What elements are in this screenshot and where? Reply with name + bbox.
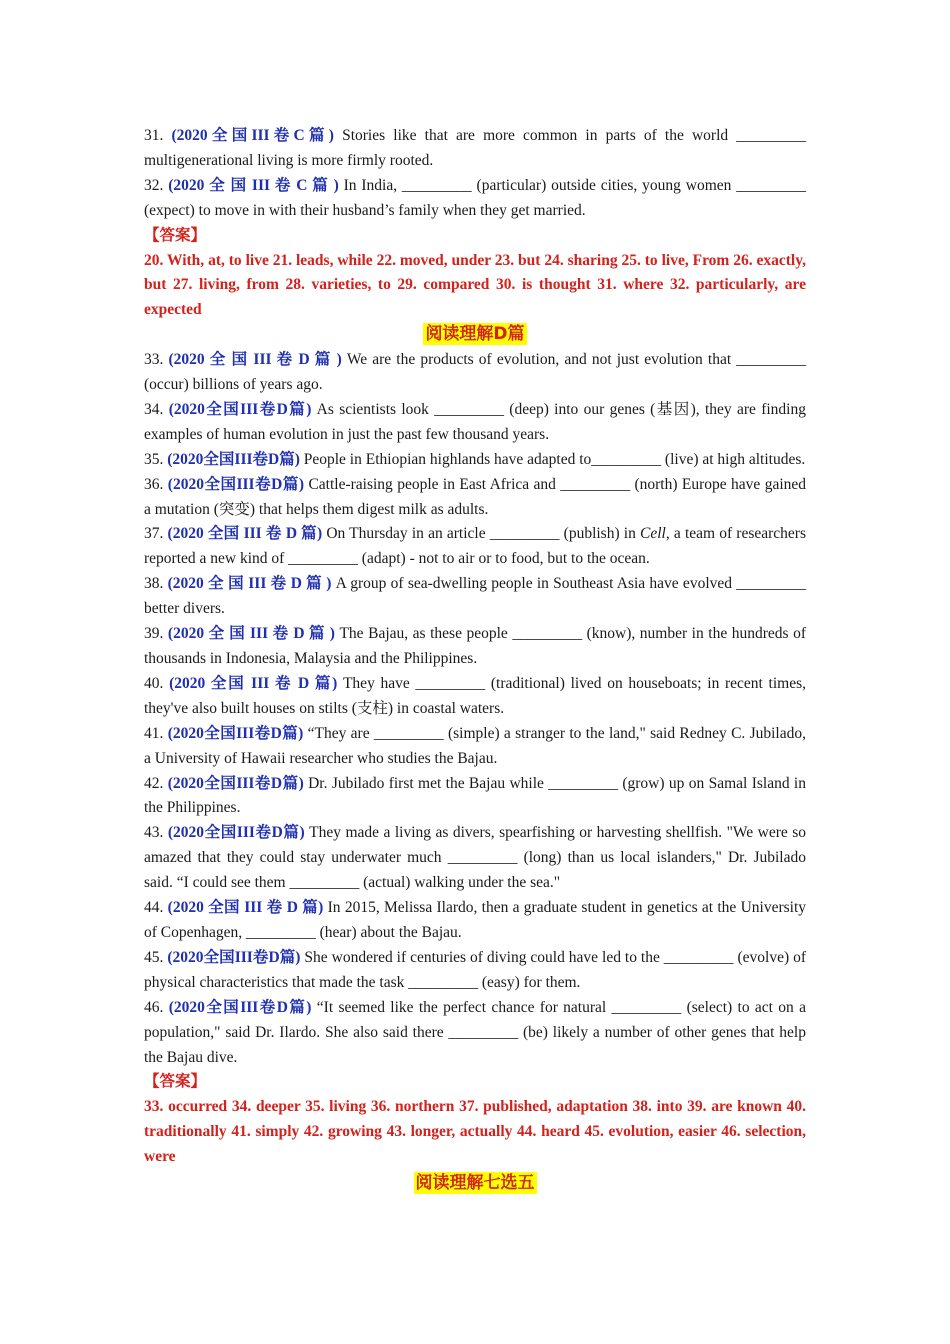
question-text: “It seemed like the perfect chance for natural _________ (select) to act on a population," said Dr. Ilardo. She also said there _________ (be) likely a number of other genes that help the Bajau dive. [144, 998, 807, 1066]
question-text: “They are _________ (simple) a stranger to the land," said Redney C. Jubilado, a University of Hawaii researcher who studies the Bajau. [144, 724, 806, 767]
question-37 [144, 522, 806, 572]
answer-key-d: 33. occurred 34. deeper 35. living 36. northern 37. published, adaptation 38. into 39. are known 40. traditionally 41. simply 42. growing 43. longer, actually 44. heard 45. evolution, easier 46. selection, were [144, 1098, 806, 1166]
question-text: We are the products of evolution, and not just evolution that _________ (occur) billions of years ago. [144, 351, 806, 394]
question-31 [144, 124, 806, 174]
question-46 [144, 996, 806, 1071]
question-source: (2020全国III卷D篇) [167, 450, 300, 468]
question-text: She wondered if centuries of diving could have led to the _________ (evolve) of physical characteristics that made the task _________ (easy) for them. [144, 948, 806, 991]
question-source: (2020全国III卷D篇) [167, 948, 301, 966]
question-42 [144, 772, 806, 822]
question-number: 39. [144, 625, 164, 643]
answer-label: 【答案】 [144, 226, 207, 244]
question-source: (2020 全 国 III 卷 D 篇 ) [167, 575, 332, 593]
question-source: (2020全国III卷D篇) [167, 824, 305, 842]
question-text: Stories like that are more common in parts of the world _________ multigenerational living is more firmly rooted. [144, 127, 807, 169]
question-source: (2020全国III卷D篇) [167, 475, 305, 493]
question-39 [144, 622, 806, 672]
question-source: (2020 全 国 III 卷 D 篇 ) [168, 351, 342, 369]
document-page [144, 124, 806, 1195]
question-number: 33. [144, 351, 164, 369]
question-45 [144, 946, 806, 996]
question-32 [144, 174, 806, 224]
question-number: 37. [144, 525, 164, 543]
question-text: The Bajau, as these people _________ (know), number in the hundreds of thousands in Indonesia, Malaysia and the Philippines. [144, 625, 807, 668]
question-source: (2020 全 国 III 卷 D 篇 ) [167, 625, 335, 643]
question-source: (2020 全国 III 卷 D 篇) [169, 674, 338, 692]
question-text: They have _________ (traditional) lived on houseboats; in recent times, they've also built houses on stilts (支柱) in coastal waters. [144, 674, 807, 717]
question-text: In 2015, Melissa Ilardo, then a graduate student in genetics at the University of Copenhagen, _________ (hear) about the Bajau. [144, 899, 807, 941]
question-source: (2020全国III卷D篇) [167, 774, 304, 792]
question-number: 32. [144, 176, 164, 194]
question-34 [144, 398, 806, 448]
section-heading-d-wrap [144, 323, 806, 348]
journal-name: Cell [640, 525, 666, 543]
question-source: (2020全国III卷C篇) [171, 127, 334, 144]
question-number: 40. [144, 674, 164, 692]
question-number: 45. [144, 948, 164, 966]
question-35 [144, 448, 806, 473]
question-number: 31. [144, 127, 164, 144]
question-40 [144, 672, 806, 722]
question-text: A group of sea-dwelling people in Southeast Asia have evolved _________ better divers. [144, 575, 806, 618]
section-heading-d: 阅读理解D篇 [425, 324, 525, 345]
question-text-cont: , a team of researchers reported a new kind of _________ (adapt) - not to air or to food, but to the ocean. [144, 525, 806, 568]
question-number: 36. [144, 475, 164, 493]
answer-label: 【答案】 [144, 1073, 207, 1091]
question-number: 46. [144, 998, 164, 1016]
question-41 [144, 722, 806, 772]
question-number: 35. [144, 450, 164, 468]
question-source: (2020 全国 III 卷 D 篇) [167, 899, 324, 917]
section-heading-seven-choose-five: 阅读理解七选五 [415, 1173, 535, 1194]
question-36 [144, 473, 806, 523]
question-source: (2020全国III卷D篇) [167, 724, 304, 742]
question-number: 41. [144, 724, 164, 742]
question-text: In India, _________ (particular) outside cities, young women _________ (expect) to move in with their husband’s family when they get married. [144, 176, 806, 219]
question-text: As scientists look _________ (deep) into our genes (基因), they are finding examples of human evolution in just the past few thousand years. [144, 400, 806, 443]
question-number: 38. [144, 575, 164, 593]
question-number: 42. [144, 774, 164, 792]
question-source: (2020 全 国 III 卷 C 篇 ) [168, 176, 339, 194]
question-text: On Thursday in an article _________ (publish) in [326, 525, 641, 543]
question-38 [144, 572, 806, 622]
section-heading-next-wrap [144, 1170, 806, 1195]
question-44 [144, 896, 806, 946]
answer-key-c: 20. With, at, to live 21. leads, while 22. moved, under 23. but 24. sharing 25. to live, From 26. exactly, but 27. living, from 28. varieties, to 29. compared 30. is thought 31. where 32. particularly, are expected [144, 251, 806, 319]
question-text: They made a living as divers, spearfishing or harvesting shellfish. "We were so amazed that they could stay underwater much _________ (long) than us local islanders," Dr. Jubilado said. “I could see them _________ (actual) walking under the sea." [144, 824, 807, 892]
question-source: (2020全国III卷D篇) [168, 400, 312, 418]
question-number: 44. [144, 899, 164, 917]
question-source: (2020全国III卷D篇) [168, 998, 312, 1016]
question-number: 34. [144, 400, 164, 418]
question-text: Dr. Jubilado first met the Bajau while _________ (grow) up on Samal Island in the Philippines. [144, 774, 806, 817]
question-text: Cattle-raising people in East Africa and _________ (north) Europe have gained a mutation (突变) that helps them digest milk as adults. [144, 475, 807, 518]
question-source: (2020 全国 III 卷 D 篇) [167, 525, 323, 543]
question-43 [144, 821, 806, 896]
question-number: 43. [144, 824, 164, 842]
question-33 [144, 348, 806, 398]
question-text: People in Ethiopian highlands have adapted to_________ (live) at high altitudes. [303, 450, 806, 468]
